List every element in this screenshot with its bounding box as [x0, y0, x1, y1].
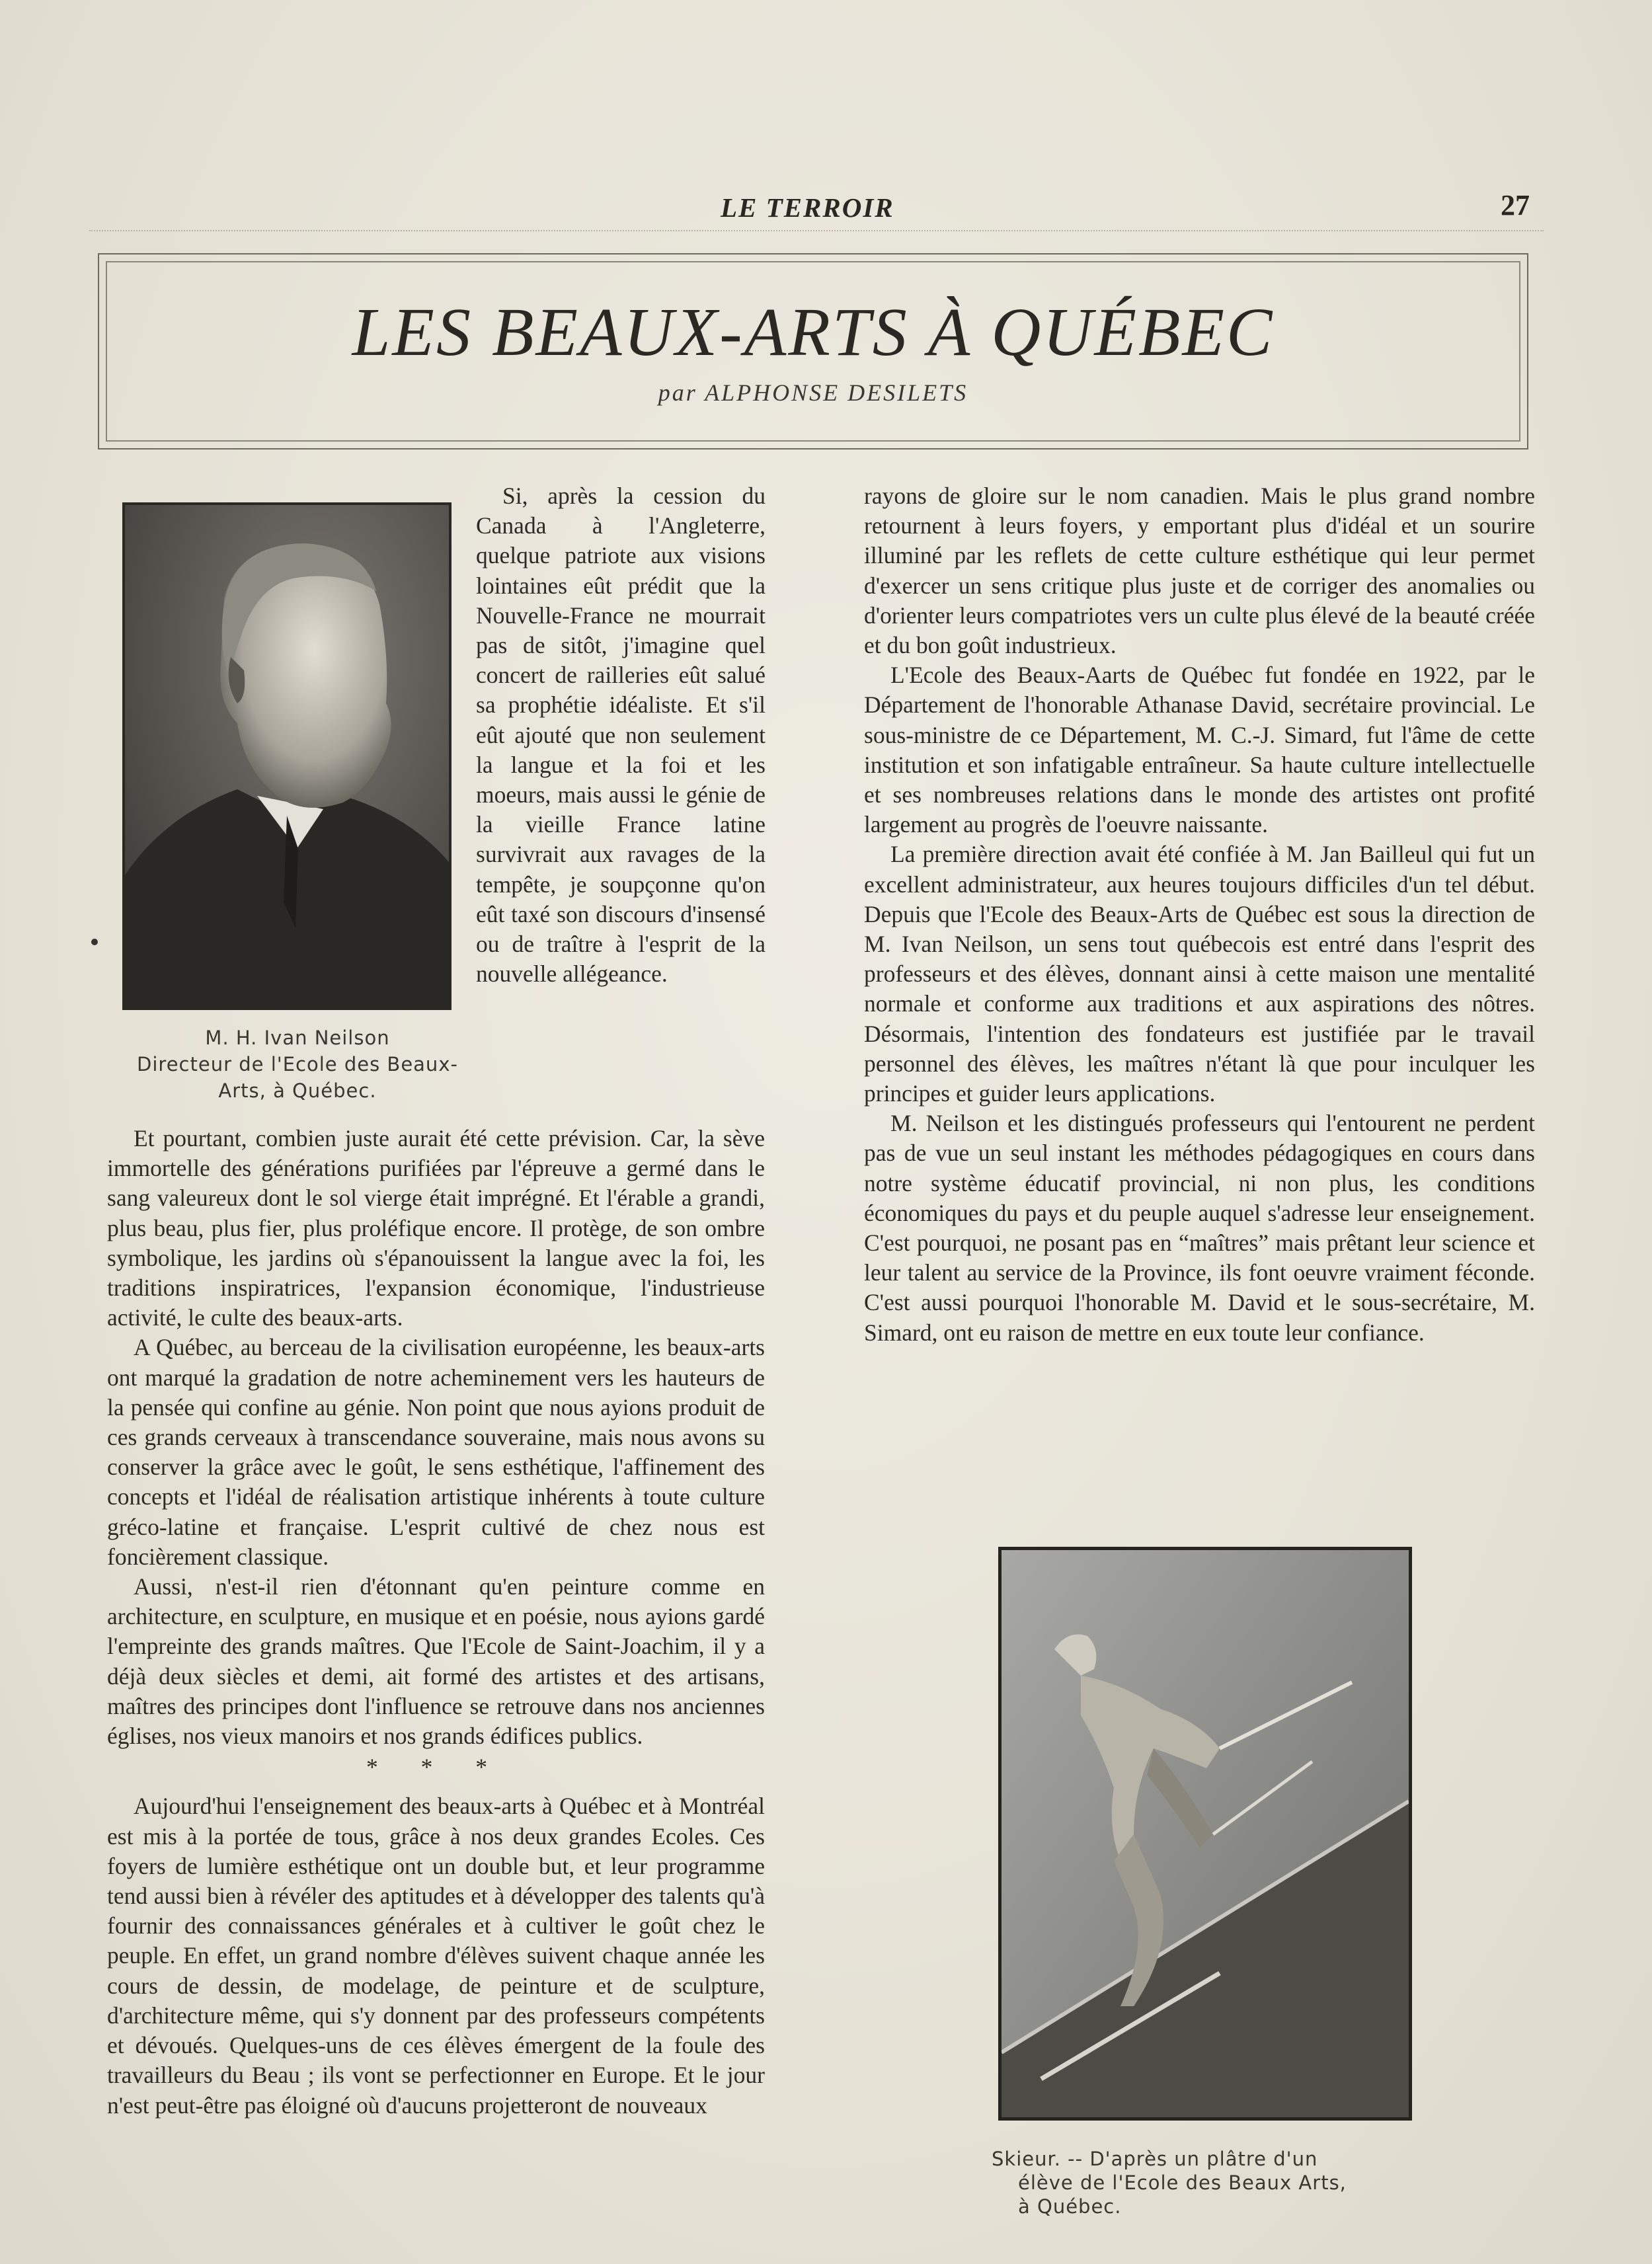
byline-author: ALPHONSE DESILETS: [705, 379, 968, 406]
skier-sculpture-illustration: [1002, 1550, 1409, 2117]
sculpture-caption-line-1: Skieur. -- D'après un plâtre d'un: [992, 2148, 1318, 2170]
sculpture-caption-line-2: élève de l'Ecole des Beaux Arts,: [1018, 2171, 1347, 2194]
header-rule: [89, 230, 1544, 231]
print-speck: [91, 939, 98, 945]
paragraph: Aussi, n'est-il rien d'étonnant qu'en peinture comme en architecture, en sculpture, en musique et en poésie, nous ayions gardé l'empreinte des grands maîtres. Que l'Ecole de Saint-Joachim, il y a déjà deux siècles et demi, ait formé des artistes et des artisans, maîtres des principes dont l'influence se retrouve dans nos anciennes églises, nos vieux manoirs et nos grands édifices publics.: [107, 1573, 765, 1750]
section-break-stars: * * *: [366, 1754, 506, 1781]
paragraph: A Québec, au berceau de la civilisation européenne, les beaux-arts ont marqué la gradation de notre acheminement vers les hauteurs de la pensée qui confine au génie. Non point que nous ayions produit de ces grands cerveaux à transcendance souveraine, mais nous avons su conserver la grâce avec le goût, le sens esthétique, l'affinement des concepts et l'idéal de réalisation artistique inhérents à toute culture gréco-latine et française. L'esprit cultivé de chez nous est foncièrement classique.: [107, 1334, 765, 1570]
portrait-photo: [122, 502, 452, 1010]
sculpture-caption: [992, 2147, 1415, 2218]
running-header: LE TERROIR: [721, 192, 894, 223]
paragraph: L'Ecole des Beaux-Aarts de Québec fut fondée en 1922, par le Département de l'honorable Athanase David, secrétaire provincial. Le sous-ministre de ce Département, M. C.-J. Simard, fut l'âme de cette institution et son infatigable entraîneur. Sa haute culture intellectuelle et ses nombreuses relations dans le monde des artistes ont profité largement au progrès de l'oeuvre naissante.: [864, 662, 1535, 838]
article-title: LES BEAUX-ARTS À QUÉBEC: [352, 294, 1275, 370]
paragraph: rayons de gloire sur le nom canadien. Mais le plus grand nombre retournent à leurs foyers, y emportant plus d'idéal et un sourire illuminé par les reflets de cette culture esthétique qui leur permet d'exercer un sens critique plus juste et de corriger des anomalies ou d'orienter leurs compatriotes vers un culte plus élevé de la beauté créée et du bon goût industrieux.: [864, 483, 1535, 659]
paragraph: M. Neilson et les distingués professeurs qui l'entourent ne perdent pas de vue un seul instant les méthodes pédagogiques en cours dans notre système éducatif provincial, ni non plus, les conditions économiques du pays et du peuple auquel s'adresse leur enseignement. C'est pourquoi, ne posant pas en “maîtres” mais prêtant leur science et leur talent au service de la Province, ils font oeuvre vraiment féconde. C'est aussi pourquoi l'honorable M. David et le sous-secrétaire, M. Simard, ont eu raison de mettre en eux toute leur confiance.: [864, 1110, 1535, 1346]
paragraph: Et pourtant, combien juste aurait été cette prévision. Car, la sève immortelle des générations purifiées par l'épreuve a germé dans le sang valeureux dont le sol vierge était imprégné. Et l'érable a grandi, plus beau, plus fier, plus proléfique encore. Il protège, de son ombre symbolique, les jardins où s'épanouissent la langue avec la foi, les traditions inspiratrices, l'expansion économique, l'industrieuse activité, le culte des beaux-arts.: [107, 1125, 765, 1331]
byline-prefix: par: [658, 379, 697, 406]
sculpture-photo: [998, 1547, 1412, 2121]
left-column-top: [476, 481, 766, 989]
paragraph-intro: Si, après la cession du Canada à l'Angleterre, quelque patriote aux visions lointaines eût prédit que la Nouvelle-France ne mourrait pas de sitôt, j'imagine quel concert de railleries eût salué sa prophétie idéaliste. Et s'il eût ajouté que non seulement la langue et la foi et les moeurs, mais aussi le génie de la vieille France latine survivrait aux ravages de la tempête, je soupçonne qu'on eût taxé son discours d'insensé ou de traître à l'esprit de la nouvelle allégeance.: [476, 483, 766, 988]
title-box: [98, 253, 1528, 449]
page-number: 27: [1501, 189, 1530, 221]
portrait-caption: [126, 1025, 469, 1104]
left-column: [107, 1124, 765, 2121]
portrait-caption-line-1: M. H. Ivan Neilson: [205, 1027, 390, 1049]
portrait-illustration: [125, 505, 449, 1007]
sculpture-caption-line-3: à Québec.: [1018, 2195, 1122, 2218]
right-column: [864, 481, 1535, 1348]
byline: [99, 379, 1527, 407]
paragraph: Aujourd'hui l'enseignement des beaux-arts à Québec et à Montréal est mis à la portée de tous, grâce à nos deux grandes Ecoles. Ces foyers de lumière esthétique ont un double but, et leur programme tend aussi bien à révéler des aptitudes et à développer des talents qu'à fournir des connaissances générales et à cultiver le goût chez le peuple. En effet, un grand nombre d'élèves suivent chaque année les cours de dessin, de modelage, de peinture et de sculpture, d'architecture même, qui s'y donnent par des professeurs compétents et dévoués. Quelques-uns de ces élèves émergent de la foule des travailleurs du Beau ; ils vont se perfectionner en Europe. Et le jour n'est peut-être pas éloigné où d'aucuns projetteront de nouveaux: [107, 1793, 765, 2119]
portrait-caption-line-2: Directeur de l'Ecole des Beaux-: [137, 1053, 458, 1075]
portrait-caption-line-3: Arts, à Québec.: [218, 1079, 377, 1102]
paragraph: La première direction avait été confiée à M. Jan Bailleul qui fut un excellent administrateur, aux heures toujours difficiles d'un tel début. Depuis que l'Ecole des Beaux-Arts de Québec est sous la direction de M. Ivan Neilson, un sens tout québecois est entré dans l'esprit des professeurs et des élèves, donnant ainsi à cette maison une mentalité normale et conforme aux traditions et aux aspirations des nôtres. Désormais, l'intention des fondateurs est justifiée par le travail personnel des élèves, les maîtres n'étant là que pour inculquer les principes et guider leurs applications.: [864, 841, 1535, 1107]
